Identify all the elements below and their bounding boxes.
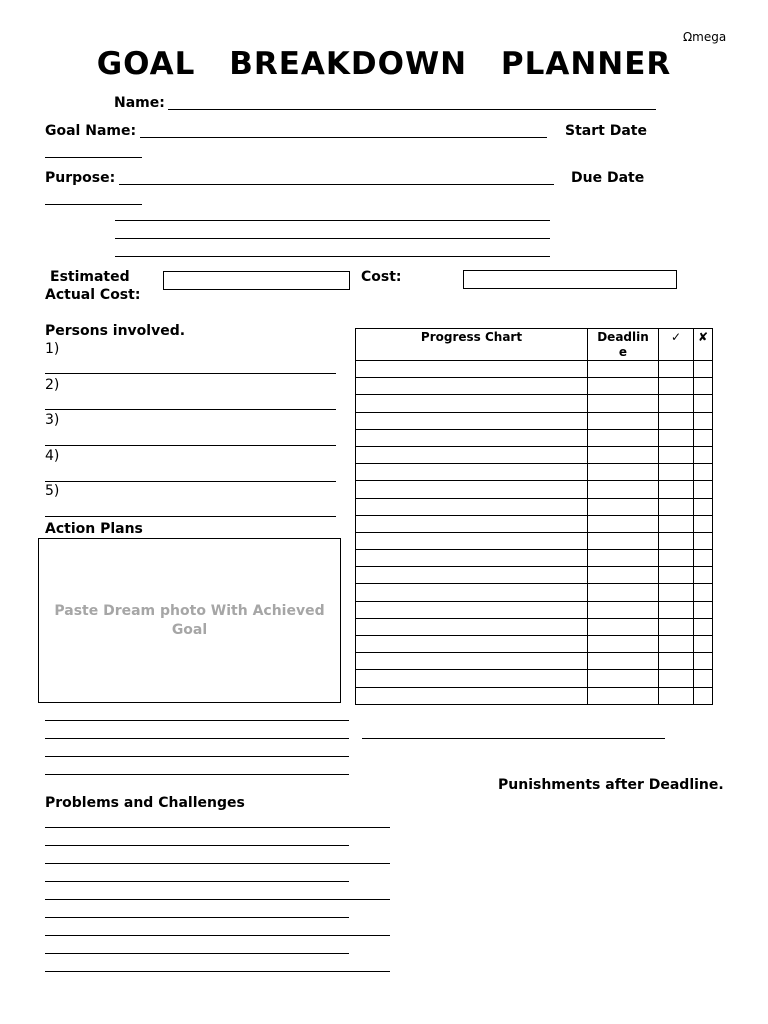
deadline-cell[interactable] [588,498,659,515]
punishments-label: Punishments after Deadline. [498,777,724,793]
done-cell[interactable] [659,584,694,601]
problems-line-5[interactable] [45,899,390,900]
missed-cell[interactable] [694,361,713,378]
estimated-cost-field[interactable] [163,271,350,290]
cross-icon: ✘ [694,329,713,361]
deadline-cell[interactable] [588,429,659,446]
progress-cell[interactable] [356,378,588,395]
purpose-input-line-2[interactable] [115,220,550,221]
progress-row [356,464,713,481]
check-icon: ✓ [659,329,694,361]
progress-cell[interactable] [356,446,588,463]
progress-row [356,429,713,446]
progress-row [356,515,713,532]
done-cell[interactable] [659,601,694,618]
progress-row [356,361,713,378]
estimated-label: Estimated [50,269,130,285]
missed-cell[interactable] [694,618,713,635]
deadline-cell[interactable] [588,618,659,635]
progress-row [356,481,713,498]
actual-cost-label: Actual Cost: [45,287,141,303]
progress-cell[interactable] [356,687,588,704]
progress-row [356,636,713,653]
progress-row [356,412,713,429]
missed-cell[interactable] [694,395,713,412]
progress-row [356,567,713,584]
progress-cell[interactable] [356,670,588,687]
action-plan-line-2[interactable] [45,738,349,739]
person-number-2: 2) [45,377,60,393]
problems-line-6[interactable] [45,917,349,918]
done-cell[interactable] [659,515,694,532]
person-line-3[interactable] [45,445,336,446]
progress-cell[interactable] [356,429,588,446]
action-plan-line-3[interactable] [45,756,349,757]
progress-cell[interactable] [356,481,588,498]
person-line-5[interactable] [45,516,336,517]
deadline-cell[interactable] [588,412,659,429]
name-label: Name: [114,95,165,111]
done-cell[interactable] [659,481,694,498]
deadline-cell[interactable] [588,395,659,412]
done-cell[interactable] [659,550,694,567]
done-cell[interactable] [659,378,694,395]
deadline-cell[interactable] [588,687,659,704]
progress-cell[interactable] [356,532,588,549]
missed-cell[interactable] [694,653,713,670]
cost-label: Cost: [361,269,402,285]
missed-cell[interactable] [694,687,713,704]
progress-row [356,584,713,601]
punishment-line[interactable] [362,738,665,739]
photo-placeholder-text: Paste Dream photo With Achieved Goal [54,602,325,638]
action-plan-line-4[interactable] [45,774,349,775]
corner-label: Ωmega [683,30,727,44]
done-cell[interactable] [659,464,694,481]
missed-cell[interactable] [694,429,713,446]
progress-cell[interactable] [356,515,588,532]
done-cell[interactable] [659,498,694,515]
progress-row [356,446,713,463]
done-cell[interactable] [659,670,694,687]
deadline-cell[interactable] [588,464,659,481]
missed-cell[interactable] [694,464,713,481]
start-date-input-line[interactable] [45,157,142,158]
missed-cell[interactable] [694,515,713,532]
purpose-label: Purpose: [45,170,116,186]
done-cell[interactable] [659,395,694,412]
progress-cell[interactable] [356,601,588,618]
progress-chart-table [355,328,713,705]
persons-heading: Persons involved. [45,323,186,339]
problems-line-3[interactable] [45,863,390,864]
missed-cell[interactable] [694,670,713,687]
progress-row [356,618,713,635]
progress-cell[interactable] [356,550,588,567]
purpose-input-line-3[interactable] [115,238,550,239]
missed-cell[interactable] [694,532,713,549]
progress-cell[interactable] [356,412,588,429]
missed-cell[interactable] [694,412,713,429]
done-cell[interactable] [659,361,694,378]
missed-cell[interactable] [694,584,713,601]
deadline-cell[interactable] [588,584,659,601]
done-cell[interactable] [659,618,694,635]
progress-row [356,653,713,670]
progress-cell[interactable] [356,636,588,653]
progress-row [356,687,713,704]
missed-cell[interactable] [694,481,713,498]
done-cell[interactable] [659,446,694,463]
done-cell[interactable] [659,429,694,446]
person-line-2[interactable] [45,409,336,410]
progress-row [356,670,713,687]
progress-cell[interactable] [356,361,588,378]
done-cell[interactable] [659,687,694,704]
missed-cell[interactable] [694,498,713,515]
goal-name-input-line[interactable] [140,137,547,138]
deadline-cell[interactable] [588,653,659,670]
deadline-cell[interactable] [588,378,659,395]
deadline-cell[interactable] [588,361,659,378]
problems-line-4[interactable] [45,881,349,882]
name-input-line[interactable] [168,109,656,110]
done-cell[interactable] [659,653,694,670]
problems-line-9[interactable] [45,971,390,972]
deadline-cell[interactable] [588,636,659,653]
purpose-input-line[interactable] [119,184,554,185]
progress-cell[interactable] [356,395,588,412]
person-number-4: 4) [45,448,60,464]
person-line-1[interactable] [45,373,336,374]
page-title: GOAL BREAKDOWN PLANNER [96,46,672,82]
progress-row [356,532,713,549]
missed-cell[interactable] [694,378,713,395]
action-plans-heading: Action Plans [45,521,143,537]
progress-cell[interactable] [356,618,588,635]
missed-cell[interactable] [694,636,713,653]
progress-row [356,395,713,412]
action-plan-line-1[interactable] [45,720,349,721]
person-number-1: 1) [45,341,60,357]
purpose-input-line-4[interactable] [115,256,550,257]
deadline-cell[interactable] [588,670,659,687]
problems-line-7[interactable] [45,935,390,936]
deadline-cell[interactable] [588,567,659,584]
progress-cell[interactable] [356,653,588,670]
start-date-label: Start Date [565,123,647,139]
due-date-input-line[interactable] [45,204,142,205]
progress-cell[interactable] [356,464,588,481]
person-line-4[interactable] [45,481,336,482]
missed-cell[interactable] [694,550,713,567]
goal-name-label: Goal Name: [45,123,137,139]
progress-row [356,550,713,567]
problems-line-1[interactable] [45,827,390,828]
done-cell[interactable] [659,636,694,653]
progress-row [356,378,713,395]
problems-line-2[interactable] [45,845,349,846]
progress-row [356,601,713,618]
progress-cell[interactable] [356,584,588,601]
missed-cell[interactable] [694,601,713,618]
problems-line-8[interactable] [45,953,349,954]
deadline-cell[interactable] [588,532,659,549]
deadline-column-header: Deadline [588,329,659,361]
deadline-cell[interactable] [588,601,659,618]
progress-cell[interactable] [356,567,588,584]
person-number-3: 3) [45,412,60,428]
done-cell[interactable] [659,567,694,584]
person-number-5: 5) [45,483,60,499]
progress-chart-column-header: Progress Chart [356,329,588,361]
progress-row [356,498,713,515]
deadline-cell[interactable] [588,515,659,532]
deadline-cell[interactable] [588,446,659,463]
problems-heading: Problems and Challenges [45,795,245,811]
missed-cell[interactable] [694,567,713,584]
deadline-cell[interactable] [588,481,659,498]
progress-cell[interactable] [356,498,588,515]
due-date-label: Due Date [571,170,645,186]
done-cell[interactable] [659,412,694,429]
deadline-cell[interactable] [588,550,659,567]
done-cell[interactable] [659,532,694,549]
missed-cell[interactable] [694,446,713,463]
progress-chart-header-row [356,329,713,361]
dream-photo-placeholder[interactable] [38,538,341,703]
actual-cost-field[interactable] [463,270,677,289]
